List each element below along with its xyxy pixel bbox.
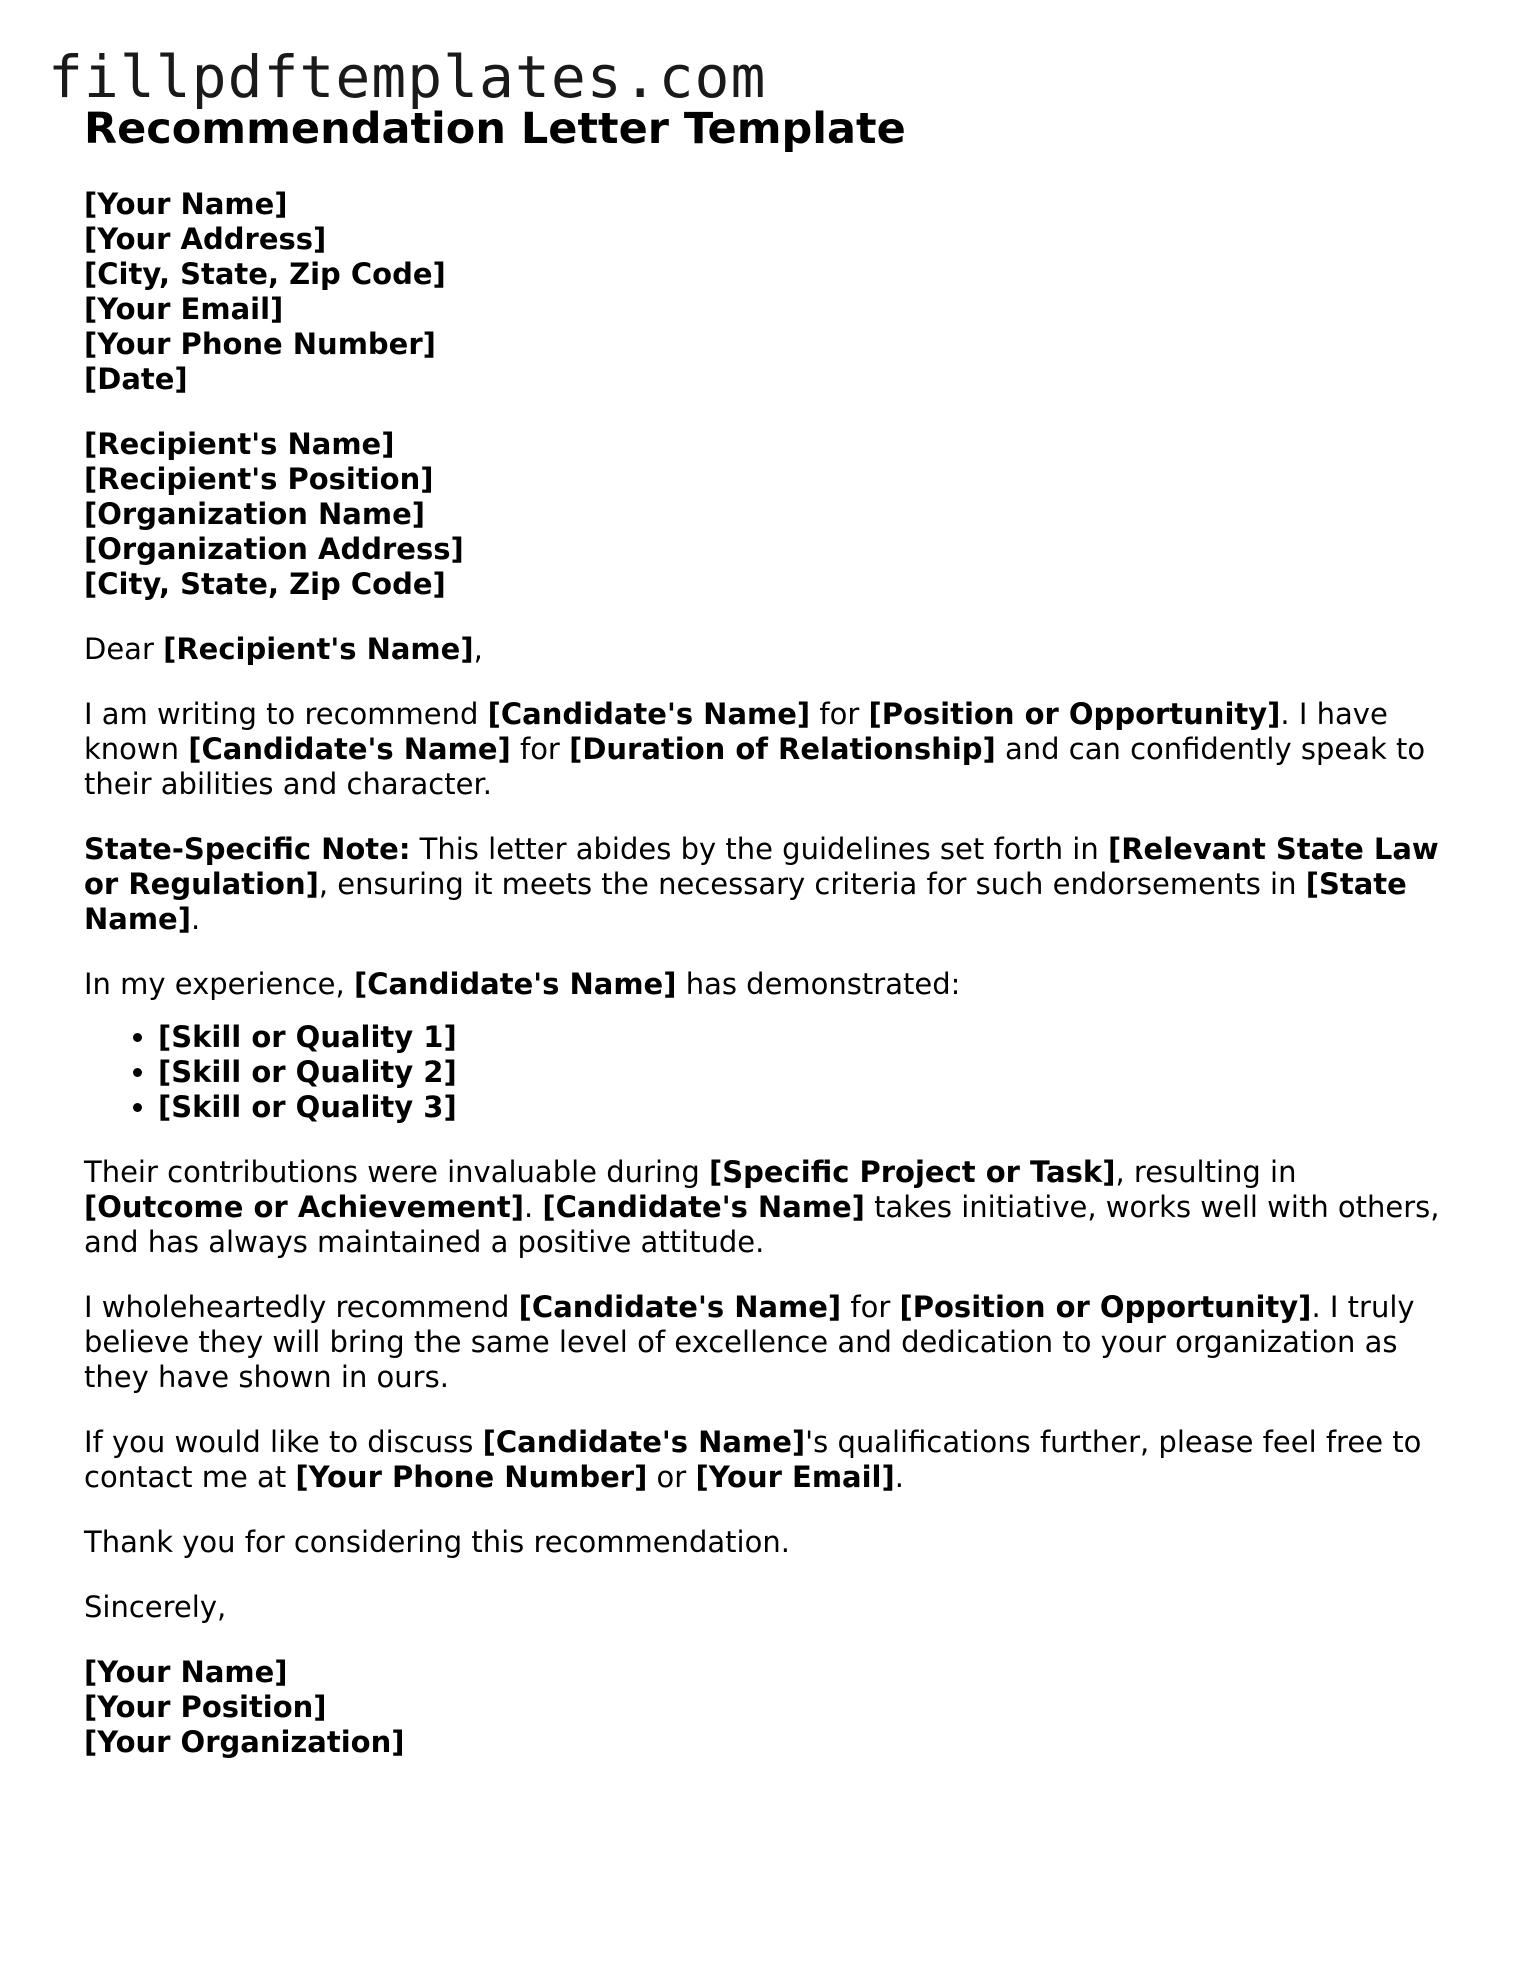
text: I wholeheartedly recommend — [84, 1290, 519, 1324]
candidate-name: [Candidate's Name] — [482, 1425, 806, 1459]
skills-list — [84, 1020, 1444, 1125]
recommendation-paragraph — [84, 1290, 1444, 1395]
text: . — [523, 1190, 543, 1224]
text: . I have known — [84, 697, 1388, 766]
position-name: [Position or Opportunity] — [868, 697, 1281, 731]
candidate-name: [Candidate's Name] — [188, 732, 511, 766]
signature-position: [Your Position] — [84, 1690, 327, 1724]
sender-name: [Your Name] — [84, 187, 288, 221]
text: for — [841, 1290, 900, 1324]
text: Their contributions were invaluable during — [84, 1155, 710, 1189]
greeting — [84, 632, 1444, 667]
list-item: • [Skill or Quality 2] — [158, 1055, 1444, 1090]
signature-block — [84, 1655, 1444, 1760]
text: I am writing to recommend — [84, 697, 488, 731]
contributions-paragraph — [84, 1155, 1444, 1260]
list-item: • [Skill or Quality 3] — [158, 1090, 1444, 1125]
text: . — [894, 1460, 904, 1494]
outcome: [Outcome or Achievement] — [84, 1190, 524, 1224]
sender-address: [Your Address] — [84, 222, 327, 256]
state-law: [Relevant State Law or Regulation] — [84, 832, 1439, 901]
closing-line: Sincerely, — [84, 1590, 227, 1624]
sender-email: [Your Email] — [84, 292, 284, 326]
position-name: [Position or Opportunity] — [899, 1290, 1312, 1324]
text: This letter abides by the guidelines set forth in — [410, 832, 1108, 866]
recipient-city: [City, State, Zip Code] — [84, 567, 446, 601]
candidate-name: [Candidate's Name] — [487, 697, 811, 731]
recipient-organization-address: [Organization Address] — [84, 532, 464, 566]
text: . — [190, 902, 201, 936]
contact-email: [Your Email] — [695, 1460, 895, 1494]
project-name: [Specific Project or Task] — [709, 1155, 1116, 1189]
state-note-paragraph — [84, 832, 1444, 937]
intro-paragraph — [84, 697, 1444, 802]
recipient-name: [Recipient's Name] — [84, 427, 395, 461]
greeting-suffix: , — [473, 632, 483, 666]
candidate-name: [Candidate's Name] — [518, 1290, 842, 1324]
text: , ensuring it meets the necessary criteria for such endorsements in — [318, 867, 1306, 901]
text: takes initiative, works well with others, and has always maintained a positive attitude. — [84, 1190, 1440, 1259]
sender-block — [84, 187, 1444, 397]
recipient-position: [Recipient's Position] — [84, 462, 434, 496]
letter-date: [Date] — [84, 362, 188, 396]
page-title: Recommendation Letter Template — [84, 104, 906, 154]
sender-city: [City, State, Zip Code] — [84, 257, 446, 291]
text: If you would like to discuss — [84, 1425, 483, 1459]
signature-organization: [Your Organization] — [84, 1725, 405, 1759]
state-name: [State Name] — [84, 867, 1407, 936]
candidate-name: [Candidate's Name] — [353, 967, 677, 1001]
text: In my experience, — [84, 967, 354, 1001]
watermark-logo: fillpdftemplates.com — [48, 43, 767, 111]
sender-phone: [Your Phone Number] — [84, 327, 436, 361]
state-note-label: State-Specific Note: — [84, 832, 411, 866]
text: for — [510, 732, 570, 766]
text: . I truly believe they will bring the same level of excellence and dedication to your organization as they have shown in ours. — [84, 1290, 1415, 1394]
letter-page — [84, 104, 1444, 1790]
contact-phone: [Your Phone Number] — [295, 1460, 648, 1494]
thanks-line: Thank you for considering this recommendation. — [84, 1525, 790, 1559]
text: has demonstrated: — [676, 967, 961, 1001]
recipient-organization: [Organization Name] — [84, 497, 426, 531]
text: 's qualifications further, please feel free to contact me at — [84, 1425, 1422, 1494]
list-item: • [Skill or Quality 1] — [158, 1020, 1444, 1055]
experience-paragraph — [84, 967, 1444, 1002]
signature-name: [Your Name] — [84, 1655, 288, 1689]
text: for — [810, 697, 869, 731]
greeting-recipient-name: [Recipient's Name] — [163, 632, 474, 666]
candidate-name: [Candidate's Name] — [542, 1190, 865, 1224]
greeting-prefix: Dear — [84, 632, 164, 666]
relationship-duration: [Duration of Relationship] — [569, 732, 996, 766]
text: and can confidently speak to their abilities and character. — [84, 732, 1426, 801]
recipient-block — [84, 427, 1444, 602]
text: or — [647, 1460, 696, 1494]
contact-paragraph — [84, 1425, 1444, 1495]
text: , resulting in — [1115, 1155, 1297, 1189]
